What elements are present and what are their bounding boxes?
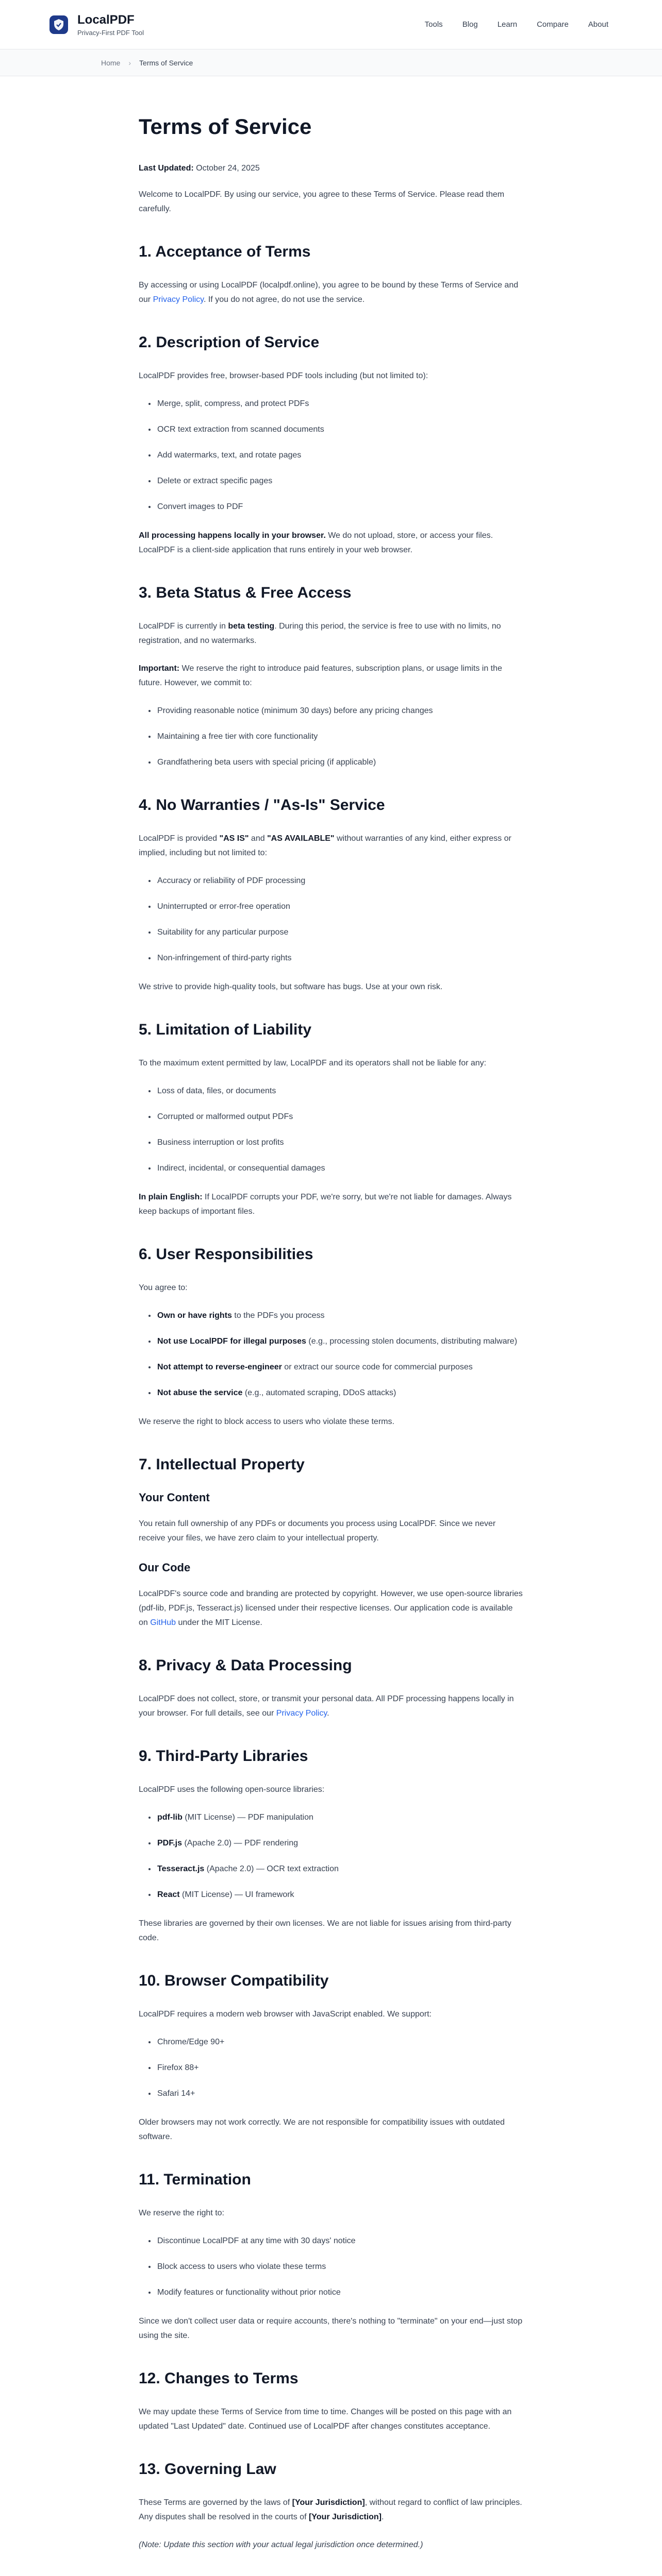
list-item: • Delete or extract specific pages (156, 474, 523, 488)
list-item (156, 1836, 523, 1851)
list (139, 1810, 523, 1902)
section-title: 4. No Warranties / "As-Is" Service (139, 796, 385, 814)
site-header (0, 0, 662, 49)
bold-text: Important: (139, 664, 180, 673)
page-title: Terms of Service (139, 114, 312, 139)
list-item: • Non-infringement of third-party rights (156, 951, 523, 965)
section-text (139, 1587, 523, 1630)
text: We reserve the right to introduce paid features, subscription plans, or usage limits in the future. However, we commit to: (139, 664, 502, 687)
list (139, 874, 523, 965)
section-text: LocalPDF requires a modern web browser with JavaScript enabled. We support: (139, 2010, 432, 2019)
section-text (139, 1692, 523, 1721)
section-text (139, 662, 523, 690)
text: . (382, 2513, 384, 2521)
intro-text: Welcome to LocalPDF. By using our service, you agree to these Terms of Service. Please read them carefully. (139, 190, 505, 213)
section-title: 13. Governing Law (139, 2461, 276, 2478)
section-text (139, 619, 523, 648)
text: to the PDFs you process (231, 1311, 325, 1320)
section-text: To the maximum extent permitted by law, LocalPDF and its operators shall not be liable for any: (139, 1059, 487, 1067)
list-item: • Loss of data, files, or documents (156, 1084, 523, 1098)
text: LocalPDF is currently in (139, 622, 228, 631)
list (139, 1084, 523, 1176)
text: LocalPDF is provided (139, 834, 220, 843)
list-item (156, 1810, 523, 1825)
list-item: • Add watermarks, text, and rotate pages (156, 448, 523, 463)
breadcrumb (0, 49, 662, 76)
last-updated-value: October 24, 2025 (196, 164, 260, 173)
breadcrumb-current: Terms of Service (139, 58, 193, 67)
text: . During this period, the service is free to use with no limits, no registration, and no watermarks. (139, 622, 501, 645)
list-item: • Safari 14+ (156, 2087, 523, 2101)
list-item: • Maintaining a free tier with core functionality (156, 730, 523, 744)
bold-text: beta testing (228, 622, 275, 631)
text: By accessing or using LocalPDF (localpdf.online), you agree to be bound by these Terms of Service and our (139, 281, 519, 304)
section-text: You agree to: (139, 1283, 188, 1292)
section-text (139, 278, 523, 307)
bold-text: [Your Jurisdiction] (308, 2513, 382, 2521)
section-text (139, 529, 523, 557)
section-title: 10. Browser Compatibility (139, 1972, 329, 1989)
bold-text: Tesseract.js (157, 1865, 205, 1873)
list-item: • Business interruption or lost profits (156, 1136, 523, 1150)
bold-text: "AS IS" (219, 834, 249, 843)
section-text: These libraries are governed by their own licenses. We are not liable for issues arising from third-party code. (139, 1919, 511, 1942)
bold-text: React (157, 1890, 180, 1899)
list-item (156, 1862, 523, 1876)
list-item (156, 1334, 523, 1349)
bold-text: In plain English: (139, 1193, 203, 1201)
text: LocalPDF does not collect, store, or transmit your personal data. All PDF processing happens locally in your browser. For full details, see our (139, 1694, 514, 1718)
last-updated (139, 164, 523, 173)
section-title: 2. Description of Service (139, 334, 320, 351)
text: . (327, 1709, 329, 1718)
list-item: • Convert images to PDF (156, 500, 523, 514)
list (139, 397, 523, 514)
breadcrumb-home[interactable]: Home (101, 58, 121, 67)
list (139, 2234, 523, 2300)
section-text: We reserve the right to block access to users who violate these terms. (139, 1417, 394, 1426)
section-title: 11. Termination (139, 2171, 251, 2188)
list-item: • Modify features or functionality without prior notice (156, 2285, 523, 2300)
section-title: 7. Intellectual Property (139, 1456, 305, 1473)
list (139, 704, 523, 770)
bold-text: Own or have rights (157, 1311, 232, 1320)
bold-text: [Your Jurisdiction] (292, 2498, 365, 2507)
bold-text: Not abuse the service (157, 1388, 243, 1397)
section-title: 5. Limitation of Liability (139, 1021, 312, 1038)
section-text: Older browsers may not work correctly. We are not responsible for compatibility issues with outdated software. (139, 2118, 505, 2141)
section-title: 1. Acceptance of Terms (139, 243, 311, 260)
github-link[interactable]: GitHub (150, 1618, 176, 1627)
terms-content (139, 76, 523, 2576)
text: or extract our source code for commercial purposes (282, 1363, 473, 1371)
bold-text: "AS AVAILABLE" (267, 834, 335, 843)
list-item: • Uninterrupted or error-free operation (156, 900, 523, 914)
section-title: 8. Privacy & Data Processing (139, 1657, 352, 1674)
text: and (249, 834, 268, 843)
bold-text: Not use LocalPDF for illegal purposes (157, 1337, 306, 1346)
list-item: • Indirect, incidental, or consequential damages (156, 1161, 523, 1176)
text: (Apache 2.0) — OCR text extraction (204, 1865, 339, 1873)
brand-name: LocalPDF (77, 12, 135, 27)
nav-learn[interactable]: Learn (497, 20, 518, 29)
list-item: • Firefox 88+ (156, 2061, 523, 2075)
privacy-policy-link[interactable]: Privacy Policy (276, 1709, 327, 1718)
section-text: We reserve the right to: (139, 2209, 224, 2217)
nav-blog[interactable]: Blog (462, 20, 478, 29)
list-item: • Corrupted or malformed output PDFs (156, 1110, 523, 1124)
brand-tagline: Privacy-First PDF Tool (77, 28, 144, 37)
text: under the MIT License. (176, 1618, 262, 1627)
shield-logo-icon (49, 15, 68, 34)
section-title: 12. Changes to Terms (139, 2370, 299, 2387)
list-item: • Block access to users who violate these terms (156, 2260, 523, 2274)
text: (Apache 2.0) — PDF rendering (182, 1839, 299, 1848)
list (139, 1309, 523, 1400)
list-item: • OCR text extraction from scanned documents (156, 422, 523, 437)
list-item: • Chrome/Edge 90+ (156, 2035, 523, 2049)
list-item (156, 1309, 523, 1323)
subsection-title: Our Code (139, 1561, 191, 1574)
nav-tools[interactable]: Tools (424, 20, 443, 29)
text: (e.g., processing stolen documents, distributing malware) (306, 1337, 518, 1346)
section-text: We may update these Terms of Service from time to time. Changes will be posted on this page with an updated "Last Updated" date. Continued use of LocalPDF after changes constitutes acceptance. (139, 2408, 512, 2431)
text: If LocalPDF corrupts your PDF, we're sorry, but we're not liable for damages. Always keep backups of important files. (139, 1193, 512, 1216)
nav-about[interactable]: About (588, 20, 608, 29)
text: . If you do not agree, do not use the service. (203, 295, 365, 304)
list-item: • Providing reasonable notice (minimum 30 days) before any pricing changes (156, 704, 523, 718)
section-title: 3. Beta Status & Free Access (139, 584, 352, 601)
section-text (139, 1190, 523, 1219)
main-nav (425, 20, 608, 29)
section-text: LocalPDF uses the following open-source libraries: (139, 1785, 325, 1794)
section-text: You retain full ownership of any PDFs or documents you process using LocalPDF. Since we never receive your files, we have zero claim to your intellectual property. (139, 1519, 496, 1543)
list-item (156, 1888, 523, 1902)
jurisdiction-note: (Note: Update this section with your actual legal jurisdiction once determined.) (139, 2540, 423, 2549)
last-updated-label: Last Updated: (139, 164, 194, 173)
text: , without regard to conflict of law principles. Any disputes shall be resolved in the courts of (139, 2498, 522, 2521)
section-text (139, 832, 523, 860)
breadcrumb-separator: › (128, 58, 131, 67)
section-text: Since we don't collect user data or require accounts, there's nothing to "terminate" on your end—just stop using the site. (139, 2317, 523, 2340)
bold-text: PDF.js (157, 1839, 183, 1848)
bold-text: Not attempt to reverse-engineer (157, 1363, 282, 1371)
section-text: We strive to provide high-quality tools, but software has bugs. Use at your own risk. (139, 982, 443, 991)
text: These Terms are governed by the laws of (139, 2498, 292, 2507)
nav-compare[interactable]: Compare (537, 20, 569, 29)
text: (e.g., automated scraping, DDoS attacks) (242, 1388, 396, 1397)
list-item (156, 1360, 523, 1375)
section-title: 6. User Responsibilities (139, 1246, 313, 1263)
list-item: • Accuracy or reliability of PDF processing (156, 874, 523, 888)
section-title: 9. Third-Party Libraries (139, 1748, 308, 1765)
text: (MIT License) — PDF manipulation (182, 1813, 313, 1822)
list-item: • Merge, split, compress, and protect PDFs (156, 397, 523, 411)
list-item: • Discontinue LocalPDF at any time with 30 days' notice (156, 2234, 523, 2248)
text: (MIT License) — UI framework (179, 1890, 294, 1899)
subsection-title: Your Content (139, 1491, 210, 1504)
bold-text: All processing happens locally in your browser. (139, 531, 326, 540)
bold-text: pdf-lib (157, 1813, 183, 1822)
list-item: • Grandfathering beta users with special pricing (if applicable) (156, 755, 523, 770)
list-item (156, 1386, 523, 1400)
text: LocalPDF's source code and branding are protected by copyright. However, we use open-source libraries (pdf-lib, PDF.js, Tesseract.js) licensed under their respective licenses. Our application code is available on (139, 1589, 523, 1627)
brand[interactable] (49, 13, 144, 37)
text: We do not upload, store, or access your files. LocalPDF is a client-side application that runs entirely in your web browser. (139, 531, 493, 554)
section-text (139, 2496, 523, 2524)
list (139, 2035, 523, 2101)
text: without warranties of any kind, either express or implied, including but not limited to: (139, 834, 511, 857)
privacy-policy-link[interactable]: Privacy Policy (153, 295, 204, 304)
list-item: • Suitability for any particular purpose (156, 925, 523, 940)
section-text: LocalPDF provides free, browser-based PDF tools including (but not limited to): (139, 371, 428, 380)
